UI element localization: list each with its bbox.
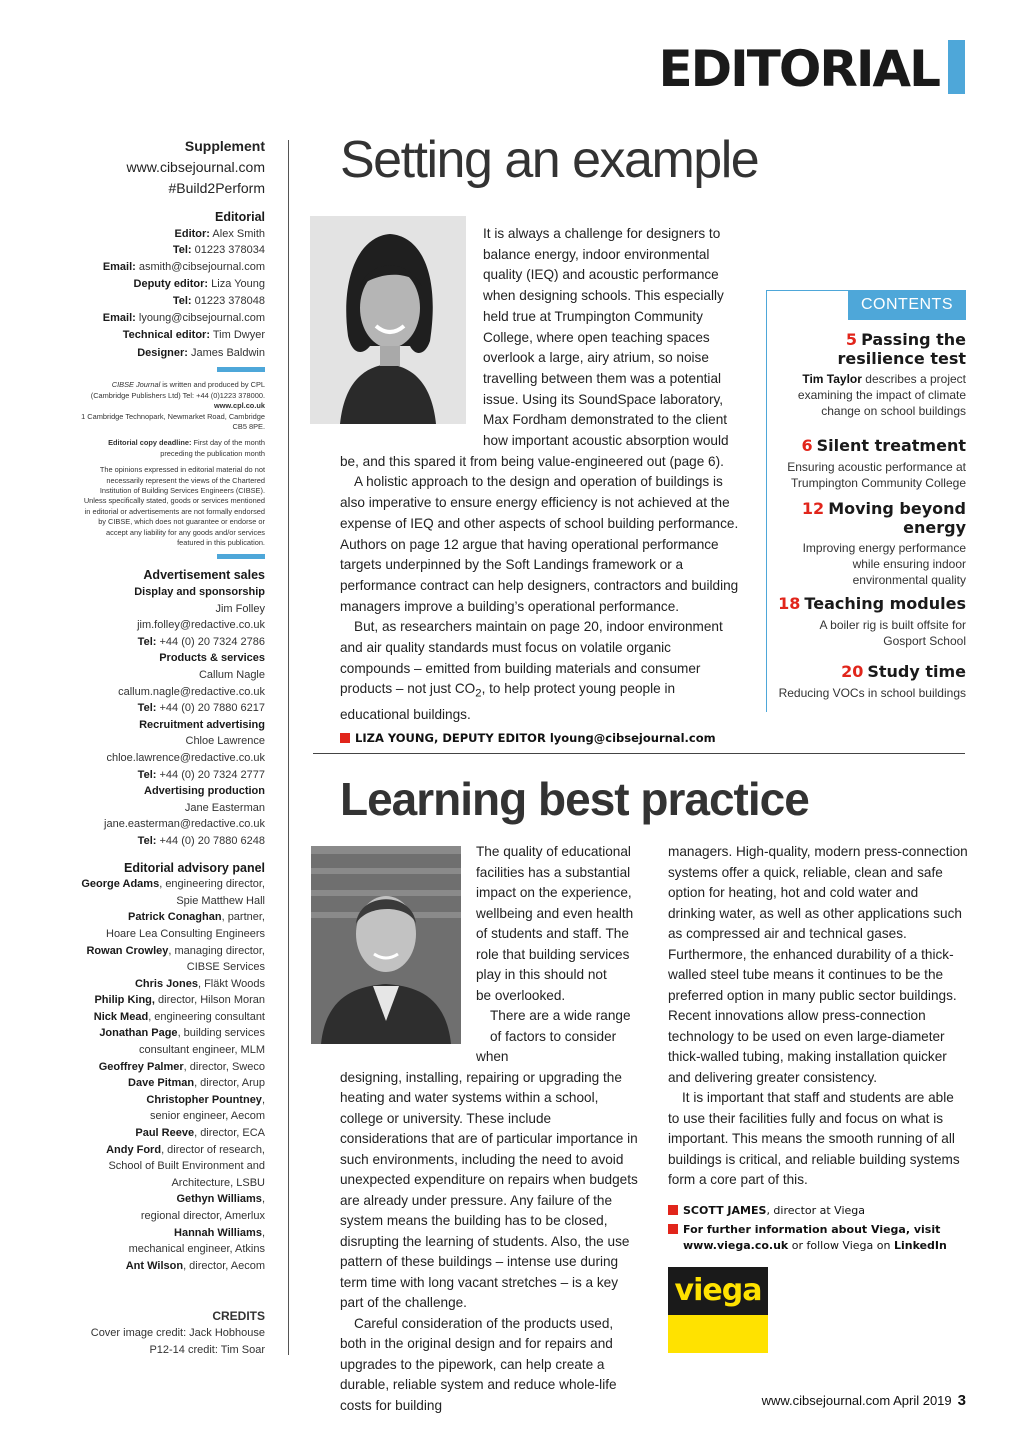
ad-tel: Tel: +44 (0) 20 7880 6248 <box>137 834 265 847</box>
article-2-paragraph: It is important that staff and students are able to use their facilities fully and focus on what is important. This means the smooth running of all buildings is critical, and reliable building systems form a core part of this. <box>668 1090 960 1187</box>
ad-email[interactable]: jane.easterman@redactive.co.uk <box>104 818 265 831</box>
text-line: be overlooked. <box>476 987 566 1003</box>
contents-tab: CONTENTS <box>848 290 966 320</box>
article-2-byline: SCOTT JAMES, director at Viega <box>668 1203 968 1219</box>
panel-member: Chris Jones, Fläkt Woods <box>134 977 265 990</box>
article-1-byline: LIZA YOUNG, DEPUTY EDITOR lyoung@cibsejournal.com <box>340 728 740 749</box>
editor-email[interactable]: Email: asmith@cibsejournal.com <box>102 260 265 273</box>
sidebar-divider <box>288 140 289 1355</box>
panel-member: Dave Pitman, director, Arup <box>128 1077 265 1090</box>
panel-member: George Adams, engineering director, <box>81 878 265 891</box>
page-number: 3 <box>957 1392 966 1409</box>
article-2-paragraph: Careful consideration of the products used, both in the original design and for repairs and upgrades to the pipework, can help create a durable, reliable system and reduce whole-life costs for building <box>340 1315 617 1413</box>
credits-heading: CREDITS <box>212 1309 265 1324</box>
text-line: balance energy, indoor environmental <box>483 246 710 262</box>
panel-member: Andy Ford, director of research, <box>106 1143 265 1156</box>
article-2-paragraph: managers. High-quality, modern press-connection systems offer a quick, reliable, clean and safe option for heating, hot and cold water and drinking water, as well as other applications such as compressed air and technical gases. Furthermore, the enhanced durability of a thick-walled steel tube means it continues to be the preferred option in many public sector buildings. Recent innovations allow press-connection technology to be used on even large-diameter thick-walled tubing, making installation quicker and delivering greater consistency. <box>668 844 968 1085</box>
panel-member-org: Hoare Lea Consulting Engineers <box>106 927 265 940</box>
text-line: issue. Using its SoundSpace laboratory, <box>483 391 724 407</box>
deputy-tel: Tel: 01223 378048 <box>172 294 265 307</box>
section-title: EDITORIAL <box>658 40 939 98</box>
ad-email[interactable]: jim.folley@redactive.co.uk <box>137 619 265 632</box>
editorial-heading: Editorial <box>214 210 265 224</box>
contents-item[interactable] <box>776 663 966 701</box>
deputy-editor-line: Deputy editor: Liza Young <box>133 278 265 291</box>
ad-name: Callum Nagle <box>198 669 265 681</box>
contents-page-number: 6 <box>801 436 813 455</box>
viega-website-link[interactable]: www.viega.co.uk <box>683 1238 789 1252</box>
contents-item-title: 20 Study time <box>841 662 966 681</box>
contents-box <box>766 290 966 712</box>
text-line: College, where open teaching spaces <box>483 329 710 345</box>
disclaimer: The opinions expressed in editorial material do not necessarily represent the views of the Chartered Institution of Building Services Engineers (CIBSE). Unless specifically stated, goods or services mentioned in editorial or advertisements are not formally endorsed by CIBSE, which does not guarantee or endorse or accept any liability for any goods and/or services featured in this publication. <box>83 465 265 548</box>
text-line: The quality of educational <box>476 844 631 859</box>
text-line: role that building services <box>476 946 630 962</box>
panel-member-org: mechanical engineer, Atkins <box>128 1243 265 1256</box>
designer-line: Designer: James Baldwin <box>137 346 265 359</box>
text-line: how important acoustic absorption would <box>483 433 729 449</box>
ad-tel: Tel: +44 (0) 20 7324 2777 <box>137 768 265 781</box>
contents-page-number: 18 <box>778 594 801 613</box>
publisher-website[interactable]: www.cpl.co.uk <box>213 401 265 411</box>
text-line: of students and staff. The <box>476 926 629 941</box>
section-divider <box>313 753 965 754</box>
article-2-title: Learning best practice <box>340 773 809 825</box>
contents-item-desc: Improving energy performance while ensuring indoor environmental quality <box>802 541 966 588</box>
footer-text: www.cibsejournal.com April 2019 <box>761 1393 952 1408</box>
text-line: held true at Trumpington Community <box>483 308 703 324</box>
text-line: facilities has a substantial <box>476 864 631 880</box>
panel-member: Jonathan Page, building services <box>99 1027 265 1040</box>
text-line: Max Fordham demonstrated to the client <box>483 412 728 428</box>
article-1-body <box>340 224 740 748</box>
ad-email[interactable]: chloe.lawrence@redactive.co.uk <box>106 751 265 764</box>
deputy-email[interactable]: Email: lyoung@cibsejournal.com <box>102 311 265 324</box>
panel-member-org: School of Built Environment and Architecture, LSBU <box>108 1160 265 1189</box>
panel-member: Gethyn Williams, <box>176 1193 265 1206</box>
ad-contact <box>80 783 265 849</box>
ad-email[interactable]: callum.nagle@redactive.co.uk <box>118 685 265 698</box>
contents-item-title: 18 Teaching modules <box>778 594 966 613</box>
ads-heading: Advertisement sales <box>143 568 265 583</box>
byline-email[interactable]: lyoung@cibsejournal.com <box>549 730 716 745</box>
article-2-column-2 <box>668 842 968 1253</box>
contents-page-number: 20 <box>841 662 864 681</box>
advisory-panel-list <box>80 876 265 1274</box>
masthead-sidebar <box>80 136 265 1358</box>
red-square-icon <box>668 1205 678 1215</box>
ad-role: Products & services <box>159 652 265 665</box>
text-line: when designing schools. This especially <box>483 288 724 304</box>
ad-role: Advertising production <box>144 785 265 798</box>
ad-role: Recruitment advertising <box>139 718 265 731</box>
text-line: It is always a challenge for designers to <box>483 226 721 241</box>
panel-member: Ant Wilson, director, Aecom <box>125 1259 265 1272</box>
editor-tel: Tel: 01223 378034 <box>172 244 265 257</box>
advisory-panel-heading: Editorial advisory panel <box>123 860 265 875</box>
editor-line: Editor: Alex Smith <box>174 227 265 240</box>
text-line: quality (IEQ) and acoustic performance <box>483 267 719 283</box>
publisher-address: 1 Cambridge Technopark, Newmarket Road, Cambridge CB5 8PE. <box>81 411 265 431</box>
website-link[interactable]: www.cibsejournal.com <box>126 159 265 175</box>
contents-item-title: 6 Silent treatment <box>801 436 966 455</box>
ad-role: Display and sponsorship <box>134 586 265 599</box>
ad-contact <box>80 650 265 716</box>
ad-name: Jim Folley <box>215 602 265 615</box>
panel-member-org: CIBSE Services <box>186 961 265 974</box>
panel-member: Philip King, director, Hilson Moran <box>94 994 265 1007</box>
viega-logo: viega <box>668 1267 768 1353</box>
ad-tel: Tel: +44 (0) 20 7324 2786 <box>137 635 265 648</box>
article-2-intro-continued <box>340 1006 640 1068</box>
linkedin-link[interactable]: LinkedIn <box>893 1238 947 1252</box>
ad-name: Chloe Lawrence <box>185 735 265 748</box>
text-line: wellbeing and even health <box>476 905 634 921</box>
ads-contacts <box>80 584 265 850</box>
panel-member-org: senior engineer, Aecom <box>150 1110 265 1123</box>
panel-member: Patrick Conaghan, partner, <box>128 911 265 924</box>
contents-item-desc: Ensuring acoustic performance at Trumpington Community College <box>787 459 966 490</box>
panel-member: Rowan Crowley, managing director, <box>86 944 265 957</box>
article-1-paragraph: But, as researchers maintain on page 20, indoor environment and air quality standards must focus on volatile organic compounds – emitted from building materials and consumer products – not just $CO_2$, to help protect young people in educational buildings. <box>340 619 723 722</box>
supplement-label: Supplement <box>184 138 265 154</box>
page-footer <box>762 1392 966 1409</box>
red-square-icon <box>668 1224 678 1234</box>
panel-member-org: Spie Matthew Hall <box>176 894 265 907</box>
panel-member: Geoffrey Palmer, director, Sweco <box>98 1060 265 1073</box>
text-line: of factors to consider when <box>476 1028 617 1064</box>
credit-pages: P12-14 credit: Tim Soar <box>149 1343 265 1356</box>
ad-contact <box>80 717 265 783</box>
text-line: travelling between them was a potential <box>483 370 722 386</box>
article-1-title: Setting an example <box>340 131 759 189</box>
article-2-notes <box>668 1203 968 1254</box>
panel-member: Hannah Williams, <box>174 1226 265 1239</box>
contents-item[interactable] <box>776 437 966 491</box>
publisher-info: CIBSE Journal is written and produced by CPL (Cambridge Publishers Ltd) Tel: +44 (0)1223 378000. <box>90 380 265 400</box>
contents-item-desc: Tim Taylor describes a project examining the impact of climate change on school buildings <box>797 372 966 419</box>
contents-item-title: 5 Passing the resilience test <box>837 330 966 368</box>
ad-contact <box>80 584 265 650</box>
panel-member-org: consultant engineer, MLM <box>139 1044 265 1057</box>
contents-item[interactable] <box>776 500 966 589</box>
ad-tel: Tel: +44 (0) 20 7880 6217 <box>137 702 265 715</box>
contents-item[interactable] <box>776 595 966 649</box>
credit-cover: Cover image credit: Jack Hobhouse <box>90 1326 265 1339</box>
text-line: overlook a large, airy atrium, so noise <box>483 350 709 366</box>
technical-editor-line: Technical editor: Tim Dwyer <box>122 329 265 342</box>
text-line: There are a wide range <box>490 1008 631 1023</box>
contents-item-desc: A boiler rig is built offsite for Gosport School <box>819 617 966 648</box>
red-square-icon <box>340 733 350 743</box>
contents-item-title: 12 Moving beyond energy <box>801 499 966 537</box>
contents-page-number: 5 <box>845 330 858 349</box>
contents-page-number: 12 <box>801 499 825 518</box>
copy-deadline: Editorial copy deadline: First day of the month preceding the publication month <box>108 438 265 458</box>
text-line: impact on the experience, <box>476 885 632 900</box>
blue-rule <box>217 367 265 372</box>
article-1-intro <box>340 224 740 452</box>
contents-item[interactable] <box>776 331 966 420</box>
viega-info: For further information about Viega, visit www.viega.co.uk or follow Viega on LinkedIn <box>668 1222 968 1253</box>
panel-member: Nick Mead, engineering consultant <box>93 1010 265 1023</box>
article-2-intro <box>340 842 640 1006</box>
article-2-column-1 <box>340 842 640 1416</box>
panel-member: Paul Reeve, director, ECA <box>135 1127 265 1140</box>
text-line: play in this should not <box>476 967 607 982</box>
panel-member: Christopher Pountney, <box>146 1093 265 1106</box>
hashtag: #Build2Perform <box>168 180 265 196</box>
contents-item-desc: Reducing VOCs in school buildings <box>778 685 966 700</box>
panel-member-org: regional director, Amerlux <box>140 1210 265 1222</box>
ad-name: Jane Easterman <box>184 801 265 814</box>
article-2-paragraph: designing, installing, repairing or upgrading the heating and water systems within a school, college or university. These include considerations that are of particular importance in such environments, including the need to avoid unexpected expenditure on repairs when budgets are already under pressure. Any failure of the system means the building has to be closed, disrupting the learning of students. Also, the use pattern of these buildings – intense use during term time with long vacant stretches – is a key part of the challenge. <box>340 1069 638 1310</box>
section-accent-bar <box>948 40 965 94</box>
article-1-paragraph: be, and this spared it from being value-engineered out (page 6). <box>340 453 724 469</box>
blue-rule <box>217 554 265 559</box>
article-1-paragraph: A holistic approach to the design and operation of buildings is also imperative to ensure energy efficiency is not achieved at the expense of IEQ and other aspects of school building performance. Authors on page 12 argue that having operational performance targets underpinned by the Soft Landings framework or a performance contract can help designers, contractors and building managers improve a building’s operational performance. <box>340 474 739 614</box>
